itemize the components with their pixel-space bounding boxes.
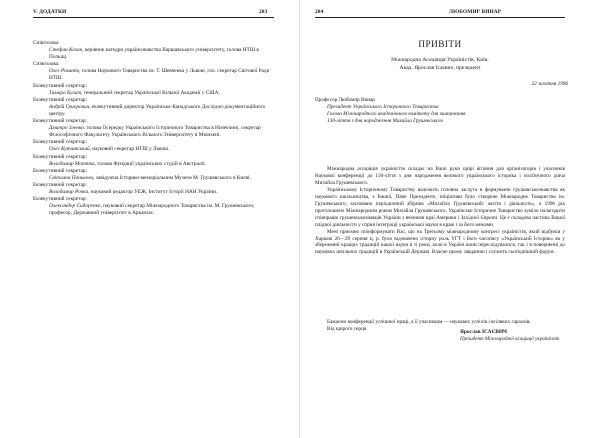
committee-role: Екзекутивний секретар: (33, 167, 87, 174)
member-name: Тамара Булат (49, 89, 82, 96)
page-number: 203 (259, 9, 268, 15)
committee-role: Співголова: (33, 40, 60, 46)
committee-role: Екзекутивний секретар: (33, 96, 87, 103)
addressee-block (315, 97, 565, 125)
member-name: Олександер Сидоренко (49, 203, 101, 210)
committee-member (49, 161, 274, 168)
running-header-title: V. ДОДАТКИ (33, 9, 67, 15)
member-name: Олег Романів (49, 68, 79, 75)
member-description: , голова Наукового Товариства ім. Т. Шевченка у Львові, гол. секретар Світової Ради НТШ. (49, 68, 270, 82)
section-heading: ПРИВІТИ (418, 39, 462, 49)
member-name: Андрій Гриорович (49, 103, 90, 110)
member-name: Дмитро Зленко (49, 125, 84, 132)
member-description: , завідуюча Історико-меморіальним Музеєм М. Грушевського в Києві. (93, 174, 251, 181)
member-name: Світлана Панькова (49, 174, 94, 181)
committee-member (49, 146, 274, 153)
committee-role: Екзекутивний секретар: (33, 82, 87, 89)
committee-role: Екзекутивний секретар: (33, 118, 87, 125)
member-description: , науковий секретар Міжнародного Товариства ім. М. Грушевського, професор, Державний університет в Арканзас. (49, 203, 255, 217)
signature-role: Президент Міжнародної асоціації україністів (460, 337, 560, 343)
committee-member (49, 125, 274, 139)
running-header-title: ЛЮБОМИР ВИНАР (449, 9, 502, 15)
committee-member (49, 68, 274, 82)
signature-name: Ярослав ІСАЄВИЧ (460, 329, 507, 335)
sender-organization: Міжнародна Асоціяція Україністів, Київ. (391, 57, 489, 63)
addressee-title: 130-ліття з дня народження Михайла Грушевського (327, 117, 444, 124)
member-description: , науковий секретар НТШ у Львові. (89, 146, 170, 153)
committee-member (49, 90, 274, 97)
header-rule (315, 17, 565, 18)
committee-member (49, 104, 274, 118)
letter-date: 22 жовтня 1996 (531, 81, 568, 87)
committee-member (49, 189, 274, 196)
signature-block (460, 329, 570, 344)
addressee-name: Професор Любомир Винар (315, 97, 375, 103)
committee-role: Співголова: (33, 61, 60, 68)
member-description: , науковий редактор УЕЖ, Інститут Історії НАН України. (88, 188, 218, 195)
sender-block (315, 57, 565, 73)
committee-member (49, 203, 274, 217)
member-name: Володимир Рочка (49, 188, 89, 195)
member-description: , керівник катедри українознавства Варшавського університету, голова НТШ в Польщі. (49, 47, 259, 61)
closing-wish: Бажаємо конференції успішної праці, а її учасникам — наукових успіхів і всіляких гаразлів. (327, 319, 531, 325)
body-paragraph: Українському Історичному Товариству належить головна заслуга в формуванні грушевськознавства як наукового шкільництва, з Вашої, Пане Президенте, ініціативи було створене Міжнародне Товариство ім. Грушевського, засновано періодичний збірник «Михайло Грушевський: життя і діяльність», а 1996 рік проголошено Міжнародним роком Михайла Грушевського. Українське Історичне Товариство зуміло налагодити співпрацю грушевськознавців України з вченими краї Америки і Західної Європи. Це є складова частина Вашої плідної діяльности у сприя інтеграції української науки в краю і за його межами. (315, 186, 565, 228)
sender-person: Акад. Ярослав Ісаєвич, президент (399, 64, 481, 71)
member-name: Стефан Козак (49, 47, 83, 54)
member-description: , голова Фундації українських студій в Австралії. (94, 160, 206, 167)
member-name: Олег Купчинський (49, 146, 90, 153)
committee-list (33, 40, 274, 217)
right-page (300, 0, 600, 438)
addressee-title: Президент Українського Історичного Товариства (327, 103, 439, 110)
member-name: Володимир Моттка (49, 160, 95, 167)
committee-role: Екзекутивний секретар: (33, 153, 87, 160)
committee-role: Екзекутивний секретар: (33, 139, 87, 146)
member-description: , генеральний секретар Української Вільної Академії у США. (81, 89, 220, 96)
addressee-title: Голова Міжнародного академічного комітету для вшанування (327, 110, 466, 117)
body-paragraph: Міжнародна асоціяція україністів складає на Ваші руки щирі вітання для організаторів і учасників Наукової конференції до 130-ліття з дня народження великого українського історика і політичного діяча Михайла Грушевського. (315, 166, 565, 186)
closing-salutation: Від щирого серця (327, 326, 367, 332)
member-description: , голова Осередку Українського Історичного Товариства в Німеччині, секретар Філософічного Факультету Українського Вільного Університету в Мюнхені. (49, 125, 261, 139)
committee-role: Екзекутивний секретар: (33, 196, 87, 203)
letter-body (315, 166, 565, 256)
committee-role: Екзекутивний секретар: (33, 181, 87, 188)
page-number: 204 (315, 9, 324, 15)
committee-member (49, 175, 274, 182)
member-description: , екзекутивний директор Українсько-Канадського Дослідчо-документаційного центру. (49, 103, 266, 117)
header-rule (33, 17, 274, 18)
committee-member (49, 47, 274, 61)
body-paragraph: Мені приємно поінформувати Вас, що на Третьому міжнародному конгресі україністів, який відбувся у Харкові 26—29 серпня ц. р. було відзначено історну роль УГТ і його часопису «Український Історик» як у збереженні кращих традицій нашої науки в тi роки, коли в Україні вони переслідувалися, так і в поверненні до наукових шкільних традицій в Українській Державі. Власне цьому завданню і служить сьогоднішній форум. (315, 228, 565, 256)
